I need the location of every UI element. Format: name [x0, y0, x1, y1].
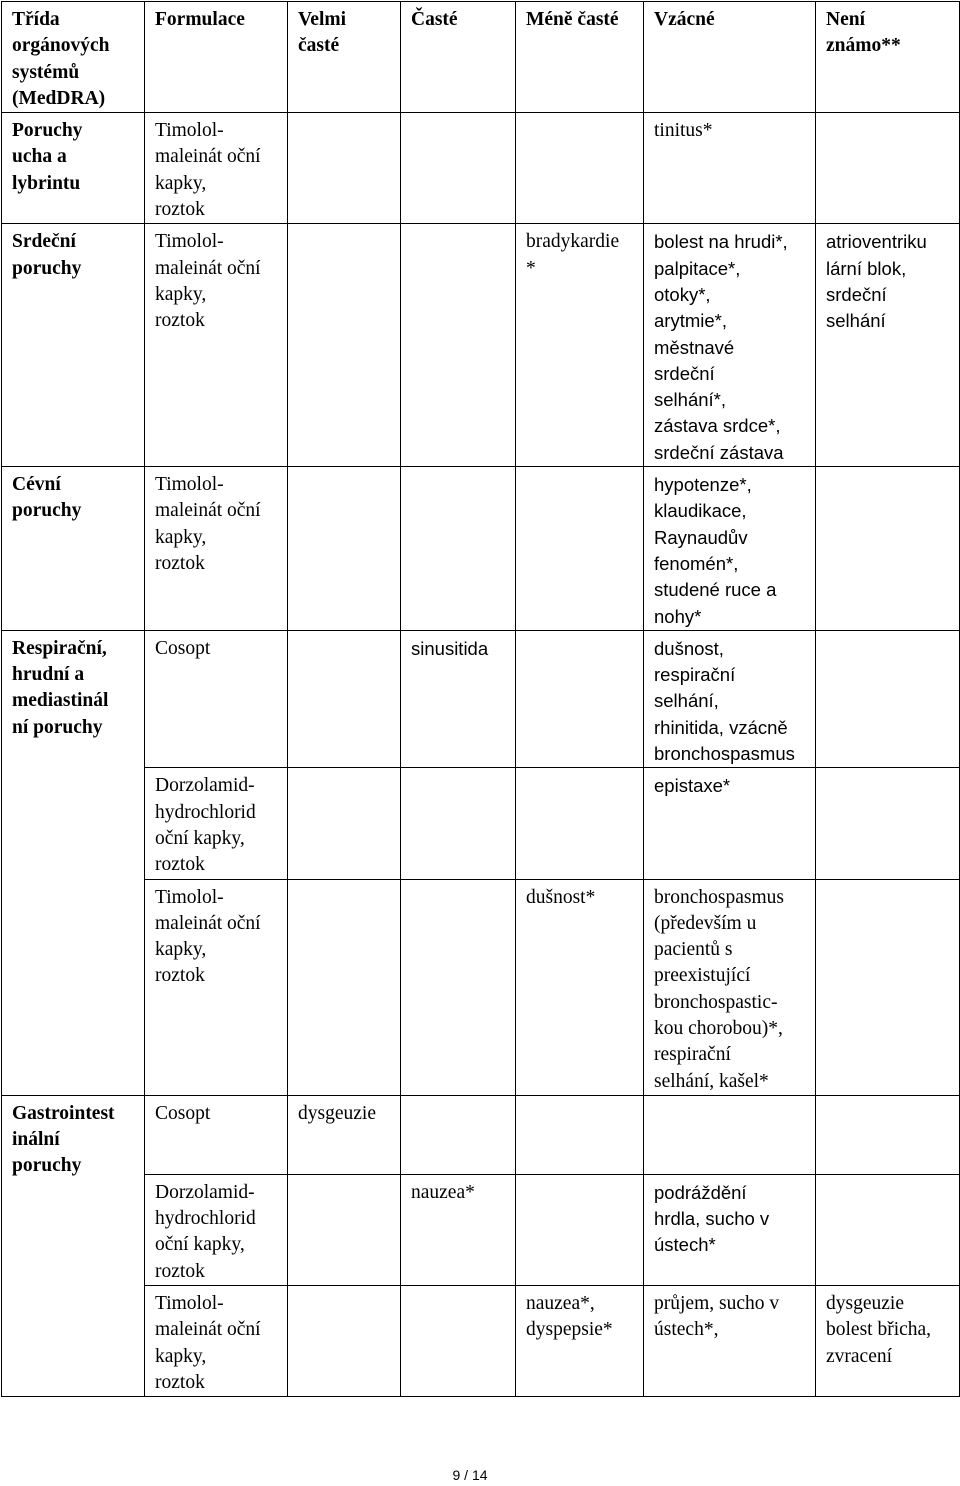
formulation-cell: [145, 879, 288, 1095]
unknown-cell: [816, 467, 960, 631]
header-formulation: Formulace: [155, 9, 245, 30]
formulation-cell: [145, 467, 288, 631]
uncommon-cell: [516, 224, 644, 467]
formulation-label: Timolol- maleinát oční kapky, roztok: [155, 886, 261, 987]
header-cell: [288, 2, 401, 113]
header-cell: [516, 2, 644, 113]
common-cell: [401, 1174, 516, 1285]
header-common: Časté: [411, 9, 458, 30]
rare-value: dušnost, respirační selhání, rhinitida, vzácně bronchospasmus: [654, 637, 795, 765]
formulation-label: Cosopt: [155, 1102, 211, 1124]
common-cell: [401, 224, 516, 467]
uncommon-value: dušnost*: [526, 886, 596, 908]
very-common-cell: [288, 1174, 401, 1285]
table-row: [2, 1286, 960, 1397]
common-value: nauzea*: [411, 1181, 475, 1203]
header-very-common: Velmi časté: [298, 9, 347, 57]
uncommon-value: bradykardie *: [526, 231, 620, 279]
unknown-cell: [816, 630, 960, 767]
uncommon-value: nauzea*, dyspepsie*: [526, 1293, 613, 1341]
soc-label: Respirační, hrudní a mediastinál ní poruchy: [12, 637, 109, 738]
table-row: [2, 113, 960, 224]
header-rare: Vzácné: [654, 9, 715, 30]
rare-cell: [644, 1095, 816, 1174]
header-soc: Třída orgánových systémů (MedDRA): [12, 9, 110, 109]
header-cell: [145, 2, 288, 113]
formulation-label: Cosopt: [155, 637, 211, 659]
rare-value: tinitus*: [654, 120, 713, 142]
very-common-cell: [288, 113, 401, 224]
formulation-cell: [145, 224, 288, 467]
header-cell: [644, 2, 816, 113]
uncommon-cell: [516, 113, 644, 224]
uncommon-cell: [516, 1095, 644, 1174]
unknown-cell: [816, 768, 960, 879]
table-header-row: [2, 2, 960, 113]
very-common-value: dysgeuzie: [298, 1102, 376, 1124]
rare-cell: [644, 768, 816, 879]
formulation-label: Timolol- maleinát oční kapky, roztok: [155, 474, 261, 574]
common-cell: [401, 113, 516, 224]
rare-value: epistaxe*: [654, 775, 731, 797]
unknown-value: atrioventriku lární blok, srdeční selhání: [826, 231, 927, 332]
table-row: [2, 1174, 960, 1285]
soc-cell: [2, 630, 145, 1095]
uncommon-cell: [516, 1286, 644, 1397]
formulation-cell: [145, 1286, 288, 1397]
very-common-cell: [288, 1095, 401, 1174]
formulation-label: Timolol- maleinát oční kapky, roztok: [155, 1293, 261, 1393]
uncommon-cell: [516, 879, 644, 1095]
common-value: sinusitida: [411, 637, 489, 659]
rare-value: podráždění hrdla, sucho v ústech*: [654, 1181, 770, 1256]
very-common-cell: [288, 879, 401, 1095]
common-cell: [401, 768, 516, 879]
rare-cell: [644, 113, 816, 224]
unknown-cell: [816, 224, 960, 467]
very-common-cell: [288, 1286, 401, 1397]
table-row: [2, 768, 960, 879]
header-cell: [401, 2, 516, 113]
rare-cell: [644, 1174, 816, 1285]
soc-label: Poruchy ucha a lybrintu: [12, 120, 83, 194]
unknown-cell: [816, 1286, 960, 1397]
header-unknown: Není známo**: [826, 9, 901, 57]
formulation-label: Timolol- maleinát oční kapky, roztok: [155, 231, 261, 332]
page-number: 9 / 14: [452, 1467, 488, 1483]
rare-value: hypotenze*, klaudikace, Raynaudův fenomén*, studené ruce a nohy*: [654, 474, 777, 627]
table-row: [2, 467, 960, 631]
unknown-cell: [816, 879, 960, 1095]
soc-cell: [2, 224, 145, 467]
formulation-label: Timolol- maleinát oční kapky, roztok: [155, 120, 261, 221]
formulation-label: Dorzolamid- hydrochlorid oční kapky, roztok: [155, 1181, 256, 1282]
uncommon-cell: [516, 467, 644, 631]
soc-cell: [2, 467, 145, 631]
soc-cell: [2, 113, 145, 224]
common-cell: [401, 1095, 516, 1174]
formulation-cell: [145, 768, 288, 879]
formulation-cell: [145, 630, 288, 767]
rare-value: bolest na hrudi*, palpitace*, otoky*, arytmie*, městnavé srdeční selhání*, zástava srdce*, srdeční zástava: [654, 231, 788, 463]
common-cell: [401, 467, 516, 631]
rare-value: bronchospasmus (především u pacientů s preexistující bronchospastic- kou chorobou)*, respirační selhání, kašel*: [654, 886, 784, 1092]
common-cell: [401, 879, 516, 1095]
adverse-reactions-table: [1, 1, 960, 1397]
header-uncommon: Méně časté: [526, 9, 619, 30]
formulation-cell: [145, 1095, 288, 1174]
header-cell: [2, 2, 145, 113]
table-row: [2, 224, 960, 467]
rare-cell: [644, 630, 816, 767]
common-cell: [401, 1286, 516, 1397]
table-row: [2, 1095, 960, 1174]
rare-value: průjem, sucho v ústech*,: [654, 1293, 780, 1341]
uncommon-cell: [516, 768, 644, 879]
very-common-cell: [288, 630, 401, 767]
rare-cell: [644, 1286, 816, 1397]
soc-label: Srdeční poruchy: [12, 231, 82, 279]
very-common-cell: [288, 467, 401, 631]
unknown-cell: [816, 1174, 960, 1285]
uncommon-cell: [516, 1174, 644, 1285]
rare-cell: [644, 467, 816, 631]
soc-label: Gastrointest inální poruchy: [12, 1102, 115, 1177]
table-row: [2, 879, 960, 1095]
unknown-value: dysgeuzie bolest břicha, zvracení: [826, 1293, 932, 1367]
formulation-label: Dorzolamid- hydrochlorid oční kapky, roztok: [155, 775, 256, 876]
soc-cell: [2, 1095, 145, 1396]
formulation-cell: [145, 113, 288, 224]
table-row: [2, 630, 960, 767]
unknown-cell: [816, 1095, 960, 1174]
soc-label: Cévní poruchy: [12, 474, 82, 522]
rare-cell: [644, 224, 816, 467]
unknown-cell: [816, 113, 960, 224]
common-cell: [401, 630, 516, 767]
header-cell: [816, 2, 960, 113]
rare-cell: [644, 879, 816, 1095]
formulation-cell: [145, 1174, 288, 1285]
very-common-cell: [288, 768, 401, 879]
very-common-cell: [288, 224, 401, 467]
uncommon-cell: [516, 630, 644, 767]
